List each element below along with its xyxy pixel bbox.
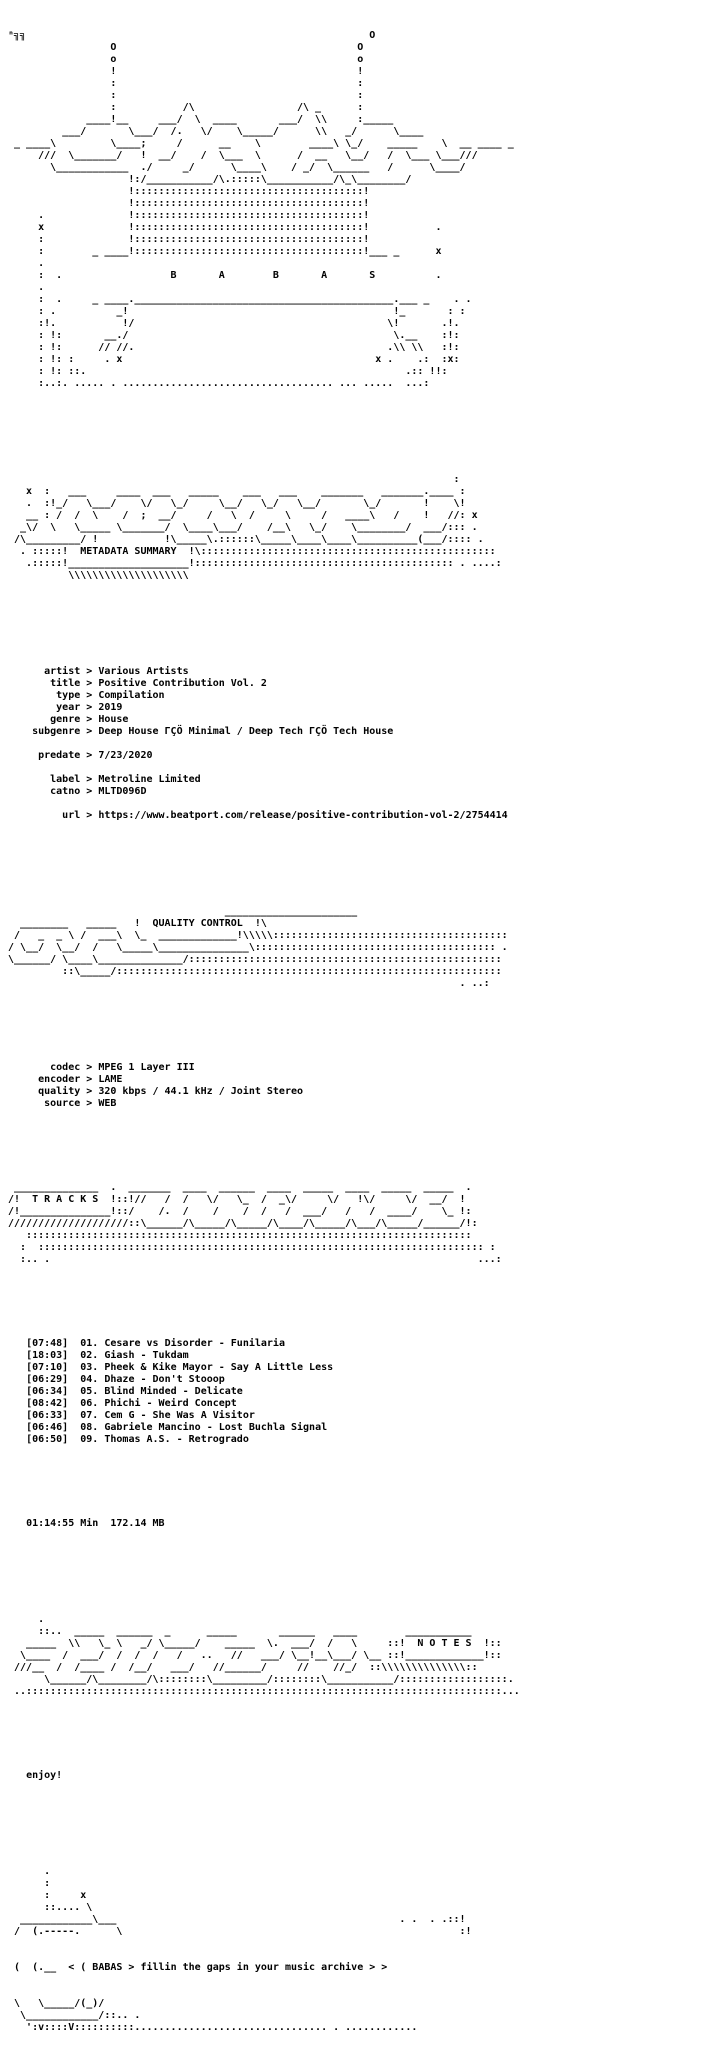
track-duration: [06:33] (26, 1410, 69, 1421)
metadata-row (8, 678, 698, 690)
metadata-row (8, 1074, 698, 1086)
track-title: Dhaze - Don't Stooop (104, 1374, 225, 1385)
track-row (8, 1350, 698, 1362)
metadata-row (8, 726, 698, 738)
spacer (8, 1482, 698, 1494)
field-value: 2019 (98, 702, 123, 713)
track-title: Blind Minded - Delicate (104, 1386, 243, 1397)
spacer (8, 1014, 698, 1026)
separator: > (80, 1086, 99, 1097)
separator: > (80, 666, 99, 677)
track-number: 06. (80, 1398, 99, 1409)
spacer (8, 1722, 698, 1746)
field-key: label (8, 774, 81, 785)
track-number: 04. (80, 1374, 99, 1385)
track-row (8, 1410, 698, 1422)
track-number: 05. (80, 1386, 99, 1397)
total-time: 01:14:55 Min (26, 1518, 99, 1529)
separator: > (80, 726, 99, 737)
metadata-row (8, 666, 698, 678)
field-key: artist (8, 666, 81, 677)
notes-text-row (8, 1770, 698, 1782)
footer-tagline: < ( BABAS > fillin the gaps in your music archive > > (68, 1962, 388, 1973)
total-summary (8, 1518, 698, 1530)
track-title: Gabriele Mancino - Lost Buchla Signal (104, 1422, 328, 1433)
track-duration: [07:10] (26, 1362, 69, 1373)
metadata-row (8, 798, 698, 810)
field-key: genre (8, 714, 81, 725)
track-title: Thomas A.S. - Retrogrado (104, 1434, 249, 1445)
field-value: 320 kbps / 44.1 kHz / Joint Stereo (98, 1086, 304, 1097)
separator: > (80, 1062, 99, 1073)
track-list (8, 1338, 698, 1446)
spacer (8, 1566, 698, 1590)
track-row (8, 1338, 698, 1350)
track-duration: [08:42] (26, 1398, 69, 1409)
metadata-row (8, 1086, 698, 1098)
metadata-row (8, 1098, 698, 1110)
nfo-document (8, 6, 698, 2046)
field-value: MPEG 1 Layer III (98, 1062, 195, 1073)
separator: > (80, 702, 99, 713)
separator: > (80, 774, 99, 785)
separator: > (80, 786, 99, 797)
track-row (8, 1374, 698, 1386)
metadata-row (8, 738, 698, 750)
field-key: type (8, 690, 81, 701)
track-title: Cesare vs Disorder - Funilaria (104, 1338, 285, 1349)
track-row (8, 1398, 698, 1410)
separator: > (80, 690, 99, 701)
field-key: encoder (8, 1074, 81, 1085)
footer-ascii-logo-bottom: \ \_____/(_)/ \____________/::.. . ':v::::V::::::::::................................ . ............ (14, 1998, 418, 2033)
metadata-row (8, 786, 698, 798)
track-title: Cem G - She Was A Visitor (104, 1410, 255, 1421)
quality-list (8, 1062, 698, 1110)
notes-text: enjoy! (26, 1770, 63, 1781)
field-key: quality (8, 1086, 81, 1097)
field-value: Various Artists (98, 666, 189, 677)
separator: > (80, 678, 99, 689)
field-value: MLTD096D (98, 786, 147, 797)
track-number: 08. (80, 1422, 99, 1433)
total-size: 172.14 MB (110, 1518, 165, 1529)
track-title: Phichi - Weird Concept (104, 1398, 237, 1409)
metadata-row (8, 1062, 698, 1074)
metadata-row (8, 762, 698, 774)
separator: > (80, 1098, 99, 1109)
track-duration: [06:50] (26, 1434, 69, 1445)
metadata-list (8, 666, 698, 822)
metadata-row (8, 702, 698, 714)
track-duration: [06:46] (26, 1422, 69, 1433)
field-value: Positive Contribution Vol. 2 (98, 678, 267, 689)
field-value: https://www.beatport.com/release/positive-contribution-vol-2/2754414 (98, 810, 508, 821)
separator: > (80, 714, 99, 725)
track-row (8, 1422, 698, 1434)
track-title: Pheek & Kike Mayor - Say A Little Less (104, 1362, 334, 1373)
track-row (8, 1362, 698, 1374)
track-number: 09. (80, 1434, 99, 1445)
track-number: 03. (80, 1362, 99, 1373)
metadata-row (8, 774, 698, 786)
metadata-section-banner: : x : ___ ____ ___ _____ ___ ___ _______ _______.____ : . :!_/ \___/ \/ \_/ \__/ \_/ \__/ \_/ ! \! __ : / / \ / ; __/ / \ / \ / ____\ / ! //: x _\/ \ \_____ \_______/ \____\___/ /__\ \_/ \________/ ___/::: . /\_________/ ! !\_____\.::::::\_____\____\____\__________(___/:::: . . :::::! METADATA SUMMARY !\::::::::::::::::::::::::::::::::::::::::::::::::: .:::::!____________________!::::::::::::::::::::::::::::::::::::::::::: . ....: \\\\\\\\\\\\\\\\\\\\ (14, 474, 502, 581)
separator: > (80, 810, 99, 821)
field-value: LAME (98, 1074, 123, 1085)
track-duration: [06:34] (26, 1386, 69, 1397)
spacer (8, 414, 698, 450)
header-ascii-logo: ⁿ╗╗ O O O o o ! ! : : : : : /\ /\ _ : ____!__ ___/ \ ____ ___/ \\ :_____ ___/ \___/ /. \/ \_____/ \\ _/ \____ _ ____\ \____; / __ \ ____\ \_/ _____ \ __ ____ _ /// \_______/ ! __/ / \___ \ / __ \__/ / \___ \___/// \____________ ./ _/ \____\ / _/ \______ / \____/ !:/___________/\.:::::\___________/\_\________/ !::::::::::::::::::::::::::::::::::::::! !::::::::::::::::::::::::::::::::::::::! . !::::::::::::::::::::::::::::::::::::::! x !::::::::::::::::::::::::::::::::::::::! . : !::::::::::::::::::::::::::::::::::::::! : _ ____!::::::::::::::::::::::::::::::::::::::!___ _ x . : . B A B A S . . : . _ ____.___________________________________________.___ _ . . : . _! !_ : : :!. !/ \! .!. : !: __./ \.__ :!: : !: // //. .\\ \\ :!: : !: : . x x . .: :x: : !: ::. .:: !!: :..:. ..... . ................................... ... ..... ...: (8, 30, 514, 389)
field-key: predate (8, 750, 81, 761)
field-value: Compilation (98, 690, 165, 701)
field-value: 7/23/2020 (98, 750, 153, 761)
track-duration: [18:03] (26, 1350, 69, 1361)
field-value: House (98, 714, 129, 725)
spacer (8, 1290, 698, 1302)
spacer (8, 1146, 698, 1158)
track-row (8, 1434, 698, 1446)
field-key: codec (8, 1062, 81, 1073)
metadata-row (8, 690, 698, 702)
separator: > (80, 1074, 99, 1085)
spacer (8, 1818, 698, 1842)
metadata-row (8, 750, 698, 762)
metadata-row (8, 810, 698, 822)
spacer (8, 858, 698, 882)
field-value: Metroline Limited (98, 774, 201, 785)
track-title: Giash - Tukdam (104, 1350, 189, 1361)
track-number: 02. (80, 1350, 99, 1361)
footer-ascii-logo-top: . : : x ::.... \ ____________\___ . . . .::! / (.-----. \ :! (14, 1866, 472, 1937)
track-number: 07. (80, 1410, 99, 1421)
footer-tagline-row: ( (.__ < ( BABAS > fillin the gaps in your music archive > > (8, 1962, 388, 1973)
field-key: catno (8, 786, 81, 797)
field-key: source (8, 1098, 81, 1109)
notes-section-banner: . ::.. _____ ______ _ _____ ______ ____ ___________ _____ \\ \_ \ _/ \_____/ _____ \. ___/ / \ ::! N O T E S !:: \____ / ___/ / / / / .. // ___/ \__!__\___/ \__ ::!_____________!:: ///__ / /____ / /__/ ___/ //______/ // //_/ ::\\\\\\\\\\\\\\:: \______/\________/\::::::::\_________/::::::::\___________/::::::::::::::::::. ..:::::::::::::::::::::::::::::::::::::::::::::::::::::::::::::::::::::::::::::::... (14, 1614, 520, 1697)
separator: > (80, 750, 99, 761)
metadata-row (8, 714, 698, 726)
quality-control-banner: ______________________ ________ _____ ! QUALITY CONTROL !\ / _ _ \ / ___\ \_ _____________!\\\\\::::::::::::::::::::::::::::::::::::::: / \__/ \__/ / \_____\_______________\:::::::::::::::::::::::::::::::::::::::: . \______/ \____\______________/:::::::::::::::::::::::::::::::::::::::::::::::::::: ::\_____/:::::::::::::::::::::::::::::::::::::::::::::::::::::::::::::::: . ..: (8, 906, 508, 989)
track-number: 01. (80, 1338, 99, 1349)
field-value: Deep House ΓÇÖ Minimal / Deep Tech ΓÇÖ Tech House (98, 726, 394, 737)
tracks-section-banner: ______________ . _______ ____ ______ ____ _____ ____ _____ _____ . /! T R A C K S !::!// / / \/ \_ / _\/ \/ !\/ \/ __/ ! /!_______________!::/ /. / / / / / ___/ / / ____/ \_ !: ////////////////////::\______/\_____/\_____/\____/\_____/\___/\_____/______/!: :::::::::::::::::::::::::::::::::::::::::::::::::::::::::::::::::::::::::: : :::::::::::::::::::::::::::::::::::::::::::::::::::::::::::::::::::::::::: : :.. . ...: (8, 1182, 502, 1265)
field-value: WEB (98, 1098, 117, 1109)
field-key: url (8, 810, 81, 821)
track-duration: [06:29] (26, 1374, 69, 1385)
field-key: year (8, 702, 81, 713)
field-key: title (8, 678, 81, 689)
track-duration: [07:48] (26, 1338, 69, 1349)
field-key: subgenre (8, 726, 81, 737)
spacer (8, 606, 698, 630)
track-row (8, 1386, 698, 1398)
